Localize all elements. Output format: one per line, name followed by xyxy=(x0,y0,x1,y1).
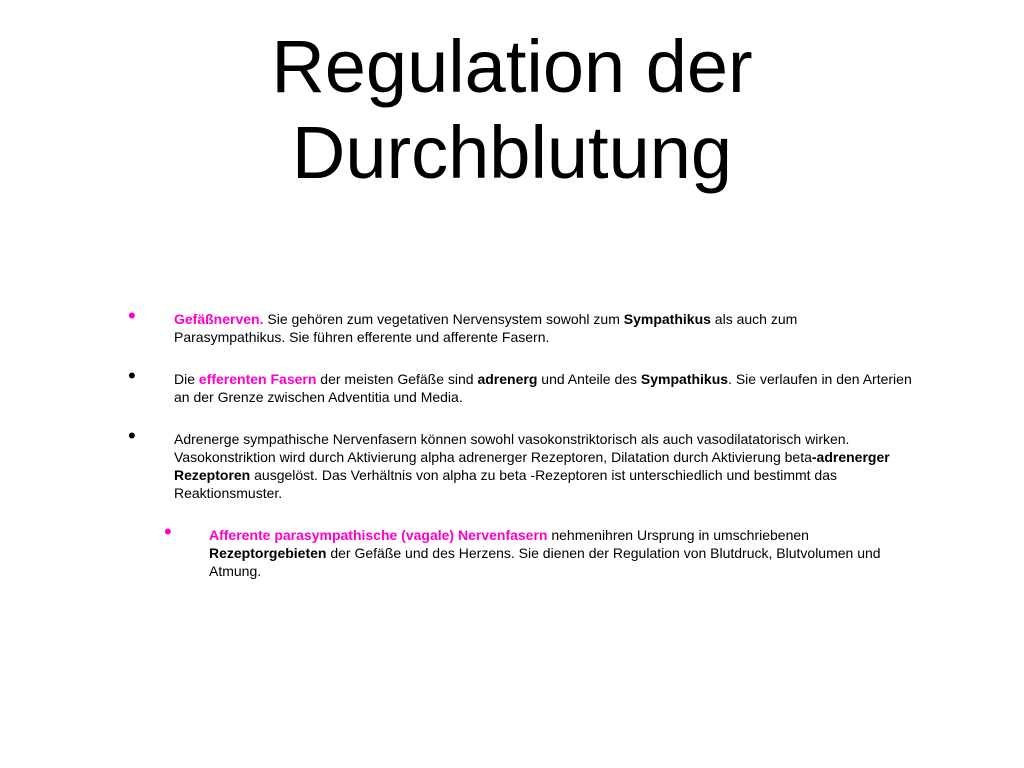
bullet-text xyxy=(174,370,914,406)
text-segment: nehmenihren Ursprung in umschriebenen xyxy=(547,527,809,543)
title-line-2: Durchblutung xyxy=(291,111,733,194)
highlight-term: efferenten Fasern xyxy=(198,371,317,387)
text-segment: der meisten Gefäße sind xyxy=(316,371,478,387)
highlight-term: Afferente parasympathische (vagale) Nervenfasern xyxy=(209,527,548,543)
bold-term: adrenerg xyxy=(477,371,538,387)
bullet-efferente-fasern xyxy=(128,363,914,406)
bullet-text xyxy=(174,430,914,502)
text-segment: der Gefäße und des Herzens. Sie dienen der Regulation von Blutdruck, Blutvolumen und Atmung. xyxy=(209,545,881,579)
text-segment: und Anteile des xyxy=(537,371,641,387)
bold-term: Sympathikus xyxy=(640,371,729,387)
bullet-dot-icon: • xyxy=(164,519,172,544)
bullet-text xyxy=(209,526,909,580)
bold-term: Rezeptorgebieten xyxy=(209,545,327,561)
bullet-adrenerge-fasern xyxy=(128,423,914,502)
bullet-dot-icon: • xyxy=(128,363,136,388)
bullet-afferente-fasern xyxy=(164,519,909,580)
bullet-dot-icon: • xyxy=(128,423,136,448)
text-segment: ausgelöst. Das Verhältnis von alpha zu beta -Rezeptoren ist unterschiedlich und bestimmt das Reaktionsmuster. xyxy=(174,467,838,501)
bold-term: -adrenerger Rezeptoren xyxy=(174,449,890,483)
text-segment: Die xyxy=(174,371,199,387)
text-segment: als auch zum Parasympathikus. Sie führen efferente und afferente Fasern. xyxy=(174,311,798,345)
bullet-dot-icon: • xyxy=(128,303,136,328)
text-segment: Sie gehören zum vegetativen Nervensystem sowohl zum xyxy=(263,311,624,327)
bold-term: Sympathikus xyxy=(623,311,711,327)
highlight-term: Gefäßnerven. xyxy=(174,311,264,327)
text-segment: Adrenerge sympathische Nervenfasern können sowohl vasokonstriktorisch als auch vasodilatatorisch wirken. Vasokonstriktion wird durch Aktivierung alpha adrenerger Rezeptoren, Dilatation durch Aktivierung beta xyxy=(174,431,850,465)
title-line-1: Regulation der xyxy=(271,25,753,108)
bullet-text xyxy=(174,310,874,346)
page-title xyxy=(0,24,1024,196)
bullet-gefaessnerven xyxy=(128,303,874,346)
text-segment: . Sie verlaufen in den Arterien an der Grenze zwischen Adventitia und Media. xyxy=(174,371,912,405)
